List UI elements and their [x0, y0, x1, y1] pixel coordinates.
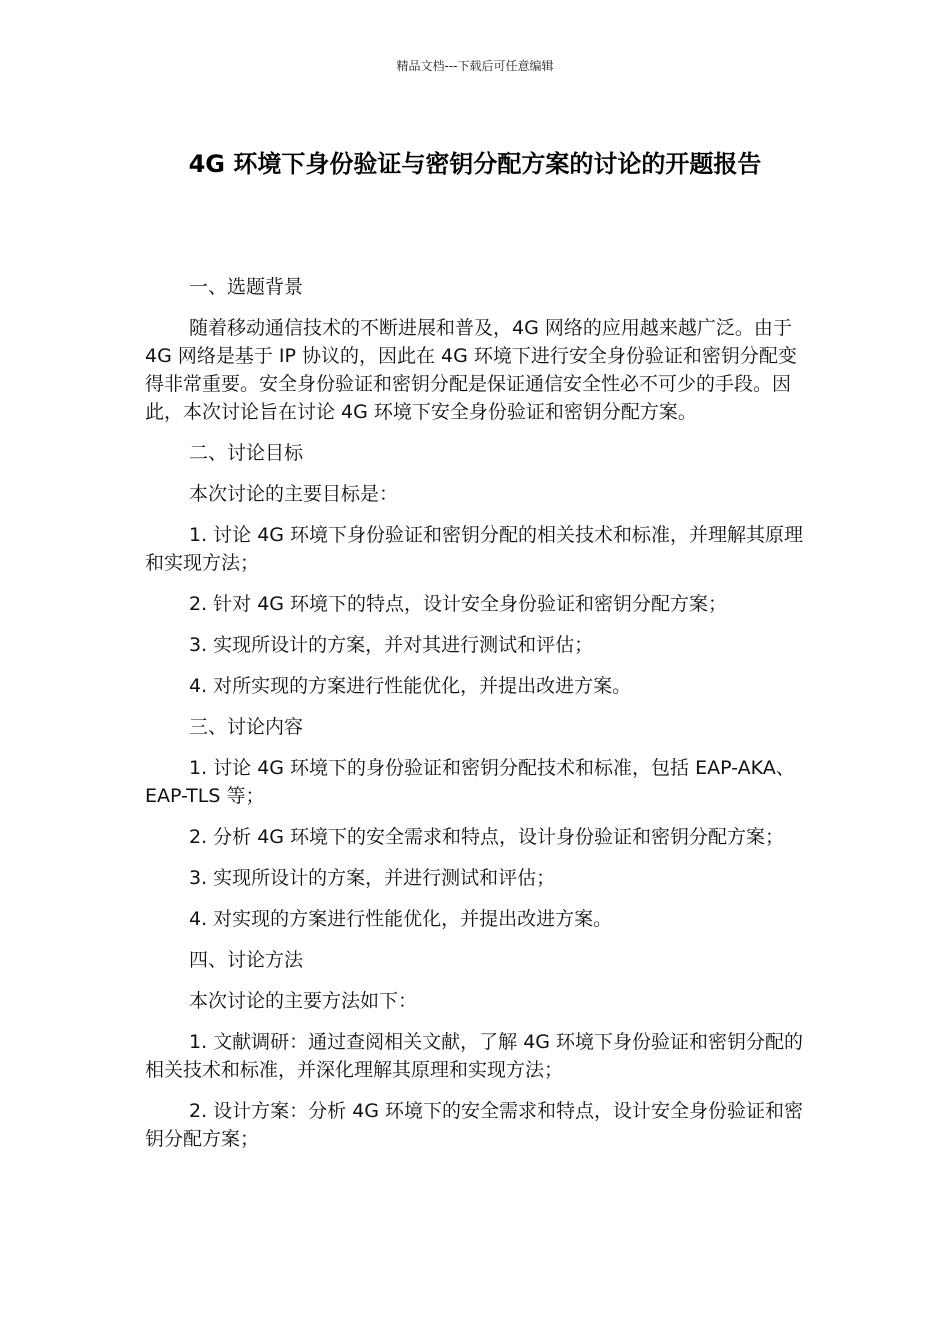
content-item-2: 2. 分析 4G 环境下的安全需求和特点，设计身份验证和密钥分配方案；	[189, 826, 785, 848]
goal-item-1: 1. 讨论 4G 环境下身份验证和密钥分配的相关技术和标准，并理解其原理和实现方法；	[145, 524, 804, 574]
goal-item-4: 4. 对所实现的方案进行性能优化，并提出改进方案。	[189, 675, 632, 697]
background-paragraph: 随着移动通信技术的不断进展和普及，4G 网络的应用越来越广泛。由于 4G 网络是基于 IP 协议的，因此在 4G 环境下进行安全身份验证和密钥分配变得非常重要。安全身份验证和密钥分配是保证通信安全性必不可少的手段。因此，本次讨论旨在讨论 4G 环境下安全身份验证和密钥分配方案。	[145, 317, 797, 423]
section-heading-goals: 二、讨论目标	[189, 442, 304, 464]
document-body	[145, 273, 810, 1166]
section-heading-content: 三、讨论内容	[189, 716, 304, 738]
content-item-3: 3. 实现所设计的方案，并进行测试和评估；	[189, 867, 556, 889]
page-header: 精品文档---下载后可任意编辑	[396, 59, 554, 73]
content-item-1: 1. 讨论 4G 环境下的身份验证和密钥分配技术和标准，包括 EAP-AKA、EAP-TLS 等；	[145, 757, 795, 807]
content-item-4: 4. 对实现的方案进行性能优化，并提出改进方案。	[189, 908, 613, 930]
methods-intro: 本次讨论的主要方法如下：	[189, 990, 418, 1012]
goals-intro: 本次讨论的主要目标是：	[189, 483, 399, 505]
document-title: 4G 环境下身份验证与密钥分配方案的讨论的开题报告	[188, 150, 762, 178]
method-item-1: 1. 文献调研：通过查阅相关文献，了解 4G 环境下身份验证和密钥分配的相关技术和标准，并深化理解其原理和实现方法；	[145, 1031, 804, 1081]
method-item-2: 2. 设计方案：分析 4G 环境下的安全需求和特点，设计安全身份验证和密钥分配方案；	[145, 1100, 804, 1150]
section-heading-background: 一、选题背景	[189, 276, 304, 298]
goal-item-2: 2. 针对 4G 环境下的特点，设计安全身份验证和密钥分配方案；	[189, 593, 728, 615]
section-heading-methods: 四、讨论方法	[189, 949, 304, 971]
goal-item-3: 3. 实现所设计的方案，并对其进行测试和评估；	[189, 634, 594, 656]
